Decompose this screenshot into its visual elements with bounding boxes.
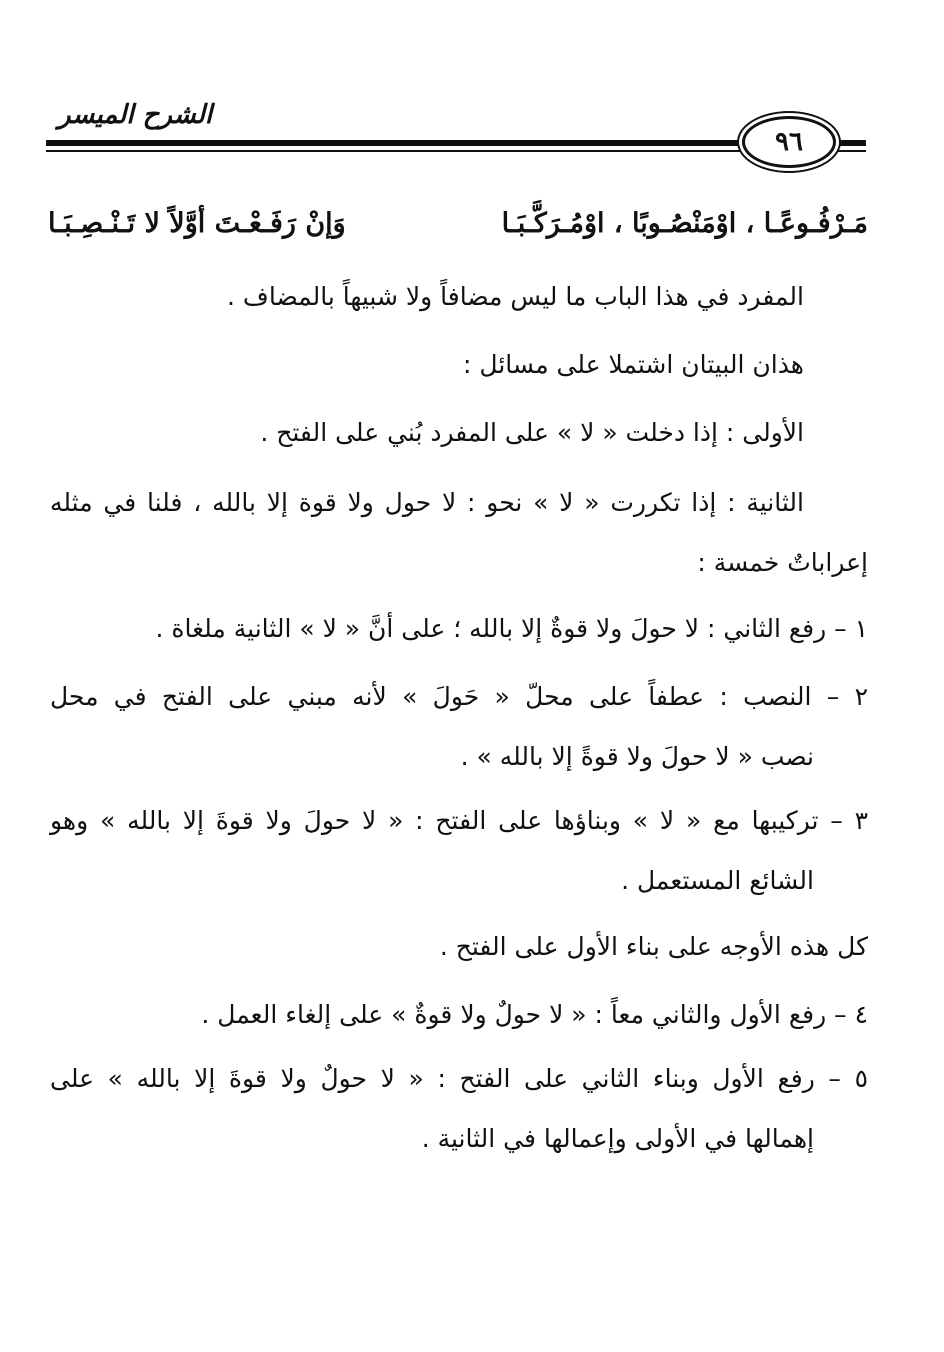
body-line-6: ١ – رفع الثاني : لا حولَ ولا قوةٌ إلا بالله ؛ على أنَّ « لا » الثانية ملغاة . xyxy=(155,614,868,643)
verse-first-hemistich: مَـرْفُـوعًـا ، اوْمَنْصُـوبًا ، اوْمُـرَكَّـبَـا xyxy=(501,208,868,239)
running-header-title: الشرح الميسر xyxy=(58,100,213,130)
body-line-4: الثانية : إذا تكررت « لا » نحو : لا حول ولا قوة إلا بالله ، فلنا في مثله xyxy=(50,488,804,517)
body-line-12: ٤ – رفع الأول والثاني معاً : « لا حولٌ ولا قوةٌ » على إلغاء العمل . xyxy=(201,1000,868,1029)
body-line-13: ٥ – رفع الأول وبناء الثاني على الفتح : « لا حولٌ ولا قوةَ إلا بالله » على xyxy=(50,1064,868,1093)
body-line-1: المفرد في هذا الباب ما ليس مضافاً ولا شبيهاً بالمضاف . xyxy=(227,282,804,311)
body-line-14: إهمالها في الأولى وإعمالها في الثانية . xyxy=(421,1124,814,1153)
body-line-5: إعراباتٌ خمسة : xyxy=(697,548,868,577)
body-line-10: الشائع المستعمل . xyxy=(621,866,814,895)
body-line-2: هذان البيتان اشتملا على مسائل : xyxy=(463,350,804,379)
page-number-badge: ٩٦ xyxy=(742,116,836,168)
body-line-9: ٣ – تركيبها مع « لا » وبناؤها على الفتح : « لا حولَ ولا قوةَ إلا بالله » وهو xyxy=(50,806,868,835)
body-line-3: الأولى : إذا دخلت « لا » على المفرد بُني على الفتح . xyxy=(260,418,804,447)
header-rule-thin xyxy=(46,150,866,152)
body-line-11: كل هذه الأوجه على بناء الأول على الفتح . xyxy=(439,932,868,961)
verse-second-hemistich: وَإنْ رَفَـعْـتَ أوَّلاً لا تَـنْـصِـبَـا xyxy=(48,208,346,239)
body-line-8: نصب « لا حولَ ولا قوةً إلا بالله » . xyxy=(460,742,814,771)
body-line-7: ٢ – النصب : عطفاً على محلّ « حَولَ » لأنه مبني على الفتح في محل xyxy=(50,682,868,711)
